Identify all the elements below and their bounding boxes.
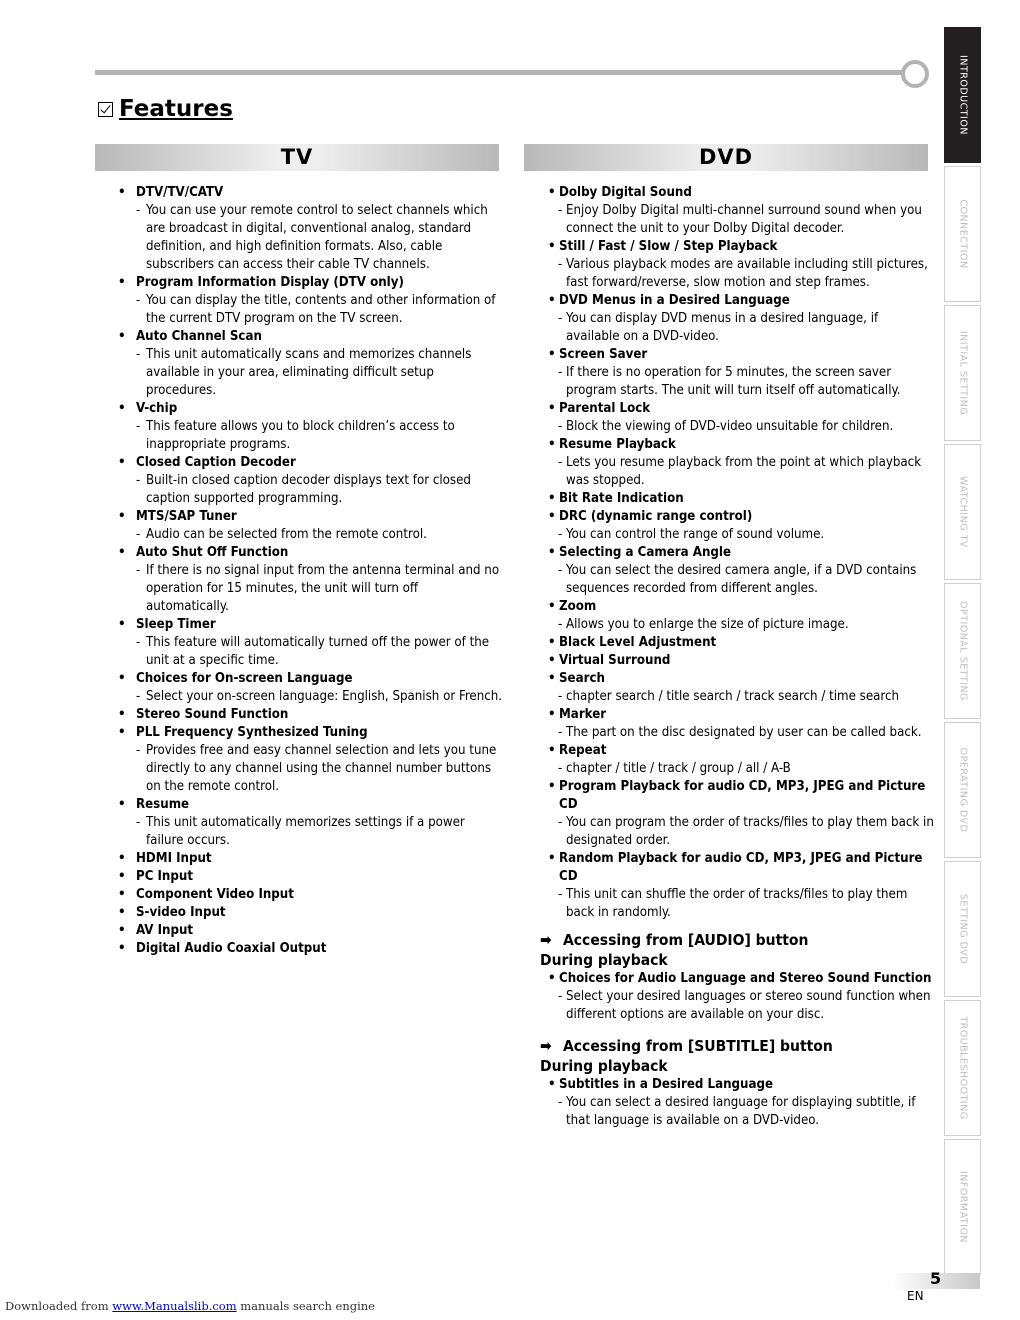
list-item [548,508,934,544]
bullet: • [118,401,126,416]
feature-description: If there is no operation for 5 minutes, the screen saver program starts. The unit will turn itself off automatically. [566,365,901,398]
feature-title: DTV/TV/CATV [136,185,224,200]
feature-description: Audio can be selected from the remote control. [146,527,427,542]
feature-title: Auto Shut Off Function [136,545,289,560]
feature-title: S-video Input [136,905,226,920]
dash: - [558,1095,563,1110]
dash: - [558,257,563,272]
list-item [548,292,934,346]
subtitle-access-title: Accessing from [SUBTITLE] button [563,1037,833,1055]
feature-description: The part on the disc designated by user can be called back. [566,725,922,740]
bullet: • [118,509,126,524]
list-item [548,400,934,436]
list-item [118,724,503,796]
dvd-features [548,184,934,922]
bullet: • [118,617,126,632]
feature-title: Marker [559,707,607,722]
bullet: • [548,491,556,506]
bullet: • [548,347,556,362]
bullet: • [118,851,126,866]
list-item [118,508,503,544]
bullet: • [118,455,126,470]
feature-title: Repeat [559,743,607,758]
list-item [548,670,934,706]
side-tab-optional-setting[interactable] [944,583,981,719]
side-tab-label: TROUBLESHOOTING [957,1016,968,1120]
dash: - [136,527,141,542]
dash: - [558,761,563,776]
feature-description: You can control the range of sound volume. [566,527,825,542]
bullet: • [548,743,556,758]
bullet: • [548,971,556,986]
list-item [548,346,934,400]
dash: - [558,617,563,632]
dash: - [136,689,141,704]
feature-title: Still / Fast / Slow / Step Playback [559,239,778,254]
feature-title: Selecting a Camera Angle [559,545,732,560]
header-rule [95,70,907,75]
feature-title: Random Playback for audio CD, MP3, JPEG and Picture CD [559,851,923,884]
audio-access-subtitle: During playback [540,951,668,969]
feature-description: You can display DVD menus in a desired language, if available on a DVD-video. [566,311,879,344]
feature-title: Sleep Timer [136,617,216,632]
feature-description: Enjoy Dolby Digital multi-channel surround sound when you connect the unit to your Dolby Digital decoder. [566,203,922,236]
list-item [118,886,503,904]
feature-title: Choices for Audio Language and Stereo Sound Function [559,971,932,986]
list-item [118,706,503,724]
bullet: • [118,707,126,722]
dash: - [558,725,563,740]
feature-description: This feature allows you to block children’s access to inappropriate programs. [146,419,455,452]
dash: - [558,419,563,434]
dash: - [558,989,563,1004]
feature-title: Screen Saver [559,347,648,362]
dash: - [136,473,141,488]
feature-title: Parental Lock [559,401,651,416]
dash: - [558,203,563,218]
dash: - [136,293,141,308]
feature-description: If there is no signal input from the antenna terminal and no operation for 15 minutes, the unit will turn off automatically. [146,563,500,614]
bullet: • [118,185,126,200]
feature-title: DVD Menus in a Desired Language [559,293,790,308]
side-tab-information[interactable] [944,1139,981,1275]
feature-description: This unit can shuffle the order of tracks/files to play them back in randomly. [566,887,908,920]
feature-title: Choices for On-screen Language [136,671,353,686]
language-code: EN [907,1289,924,1303]
list-item [548,778,934,850]
side-tab-operating-dvd[interactable] [944,722,981,858]
dash: - [558,887,563,902]
page-title-text: Features [119,96,233,122]
feature-title: MTS/SAP Tuner [136,509,237,524]
arrow-right-icon: ➡ [540,931,552,949]
feature-title: Search [559,671,605,686]
bullet: • [118,905,126,920]
dash: - [136,563,141,578]
list-item [118,904,503,922]
feature-title: PC Input [136,869,193,884]
list-item [548,598,934,634]
feature-title: Black Level Adjustment [559,635,717,650]
feature-description: This unit automatically memorizes settings if a power failure occurs. [146,815,465,848]
subtitle-access-heading [540,1036,934,1076]
dash: - [136,347,141,362]
bullet: • [118,887,126,902]
dash: - [558,311,563,326]
feature-description: Select your desired languages or stereo sound function when different options are available on your disc. [566,989,931,1022]
side-tab-introduction[interactable] [944,27,981,163]
feature-title: Stereo Sound Function [136,707,289,722]
feature-description: You can select the desired camera angle, if a DVD contains sequences recorded from different angles. [566,563,917,596]
feature-title: Auto Channel Scan [136,329,262,344]
arrow-right-icon: ➡ [540,1037,552,1055]
feature-title: Resume [136,797,190,812]
side-tab-label: INFORMATION [957,1170,968,1244]
tv-column-heading: TV [95,144,499,171]
bullet: • [118,941,126,956]
feature-title: Resume Playback [559,437,676,452]
list-item [118,796,503,850]
list-item [548,652,934,670]
feature-description: Provides free and easy channel selection and lets you tune directly to any channel using the channel number buttons on the remote control. [146,743,497,794]
list-item [118,544,503,616]
subtitle-access-subtitle: During playback [540,1057,668,1075]
list-item [548,1076,934,1130]
feature-description: Select your on-screen language: English, Spanish or French. [146,689,503,704]
bullet: • [548,653,556,668]
feature-description: You can select a desired language for displaying subtitle, if that language is available on a DVD-video. [566,1095,916,1128]
dash: - [558,365,563,380]
dash: - [558,815,563,830]
bullet: • [548,851,556,866]
dash: - [558,689,563,704]
side-tab-watching-tv[interactable] [944,444,981,580]
bullet: • [118,797,126,812]
feature-description: Lets you resume playback from the point at which playback was stopped. [566,455,922,488]
feature-description: You can use your remote control to select channels which are broadcast in digital, conventional analog, standard definition, and high definition formats. Also, cable subscribers can access their cable TV channels. [146,203,488,272]
dash: - [136,419,141,434]
feature-description: You can program the order of tracks/files to play them back in designated order. [566,815,934,848]
feature-title: Program Playback for audio CD, MP3, JPEG and Picture CD [559,779,926,812]
feature-title: Program Information Display (DTV only) [136,275,404,290]
feature-title: PLL Frequency Synthesized Tuning [136,725,368,740]
checkbox-icon [98,102,113,117]
feature-title: Virtual Surround [559,653,671,668]
side-tab-connection[interactable] [944,166,981,302]
list-item [118,454,503,508]
list-item [118,328,503,400]
list-item [548,706,934,742]
feature-description: Various playback modes are available including still pictures, fast forward/reverse, slow motion and step frames. [566,257,928,290]
bullet: • [548,779,556,794]
feature-title: AV Input [136,923,194,938]
feature-description: Allows you to enlarge the size of picture image. [566,617,849,632]
feature-title: Closed Caption Decoder [136,455,296,470]
bullet: • [118,923,126,938]
bullet: • [118,545,126,560]
side-tab-label: INITIAL SETTING [957,330,968,416]
feature-title: Dolby Digital Sound [559,185,692,200]
dash: - [136,203,141,218]
bullet: • [548,239,556,254]
dash: - [558,527,563,542]
list-item [118,616,503,670]
list-item [118,184,503,274]
feature-title: Bit Rate Indication [559,491,684,506]
header-rule-end-circle [901,60,929,88]
bullet: • [548,401,556,416]
bullet: • [118,725,126,740]
feature-title: HDMI Input [136,851,212,866]
side-tab-label: CONNECTION [957,199,968,269]
side-tab-setting-dvd[interactable] [944,861,981,997]
dash: - [136,815,141,830]
bullet: • [118,329,126,344]
side-tab-label: INTRODUCTION [957,55,968,135]
manualslib-link[interactable]: www.Manualslib.com [112,1299,237,1313]
list-item [118,850,503,868]
bullet: • [548,545,556,560]
list-item [548,742,934,778]
bullet: • [548,1077,556,1092]
list-item [118,940,503,958]
bullet: • [548,635,556,650]
list-item [548,634,934,652]
feature-title: V-chip [136,401,178,416]
bullet: • [548,707,556,722]
bullet: • [118,275,126,290]
tv-feature-list [118,184,503,958]
feature-title: Subtitles in a Desired Language [559,1077,774,1092]
bullet: • [548,509,556,524]
list-item [548,436,934,490]
list-item [118,868,503,886]
feature-description: Block the viewing of DVD-video unsuitable for children. [566,419,894,434]
list-item [548,238,934,292]
side-tab-label: OPERATING DVD [957,747,968,833]
list-item [118,274,503,328]
side-tab-label: WATCHING TV [957,476,968,548]
feature-description: Built-in closed caption decoder displays text for closed caption supported programming. [146,473,471,506]
audio-access-title: Accessing from [AUDIO] button [563,931,809,949]
feature-description: You can display the title, contents and other information of the current DTV program on the TV screen. [146,293,496,326]
bullet: • [548,293,556,308]
feature-description: chapter / title / track / group / all / A-B [566,761,791,776]
feature-title: Component Video Input [136,887,294,902]
side-tab-troubleshooting[interactable] [944,1000,981,1136]
side-tab-label: OPTIONAL SETTING [957,601,968,701]
page-title [98,96,233,122]
bullet: • [548,671,556,686]
feature-title: Digital Audio Coaxial Output [136,941,327,956]
bullet: • [118,671,126,686]
list-item [548,850,934,922]
side-tab-initial-setting[interactable] [944,305,981,441]
feature-description: This feature will automatically turned off the power of the unit at a specific time. [146,635,490,668]
feature-title: Zoom [559,599,597,614]
list-item [548,184,934,238]
page-number: 5 [930,1269,942,1288]
footer-prefix: Downloaded from [5,1299,113,1313]
bullet: • [118,869,126,884]
bullet: • [548,185,556,200]
dvd-feature-list [540,184,934,1130]
dvd-column-heading: DVD [524,144,928,171]
list-item [548,544,934,598]
side-tab-label: SETTING DVD [957,893,968,965]
download-footer [5,1299,375,1313]
feature-description: This unit automatically scans and memorizes channels available in your area, eliminating difficult setup procedures. [146,347,472,398]
footer-suffix: manuals search engine [236,1299,375,1313]
list-item [118,922,503,940]
audio-access-heading [540,930,934,970]
bullet: • [548,599,556,614]
feature-title: DRC (dynamic range control) [559,509,753,524]
list-item [118,670,503,706]
dash: - [558,563,563,578]
list-item [548,970,934,1024]
list-item [548,490,934,508]
bullet: • [548,437,556,452]
dash: - [558,455,563,470]
feature-description: chapter search / title search / track search / time search [566,689,900,704]
dash: - [136,743,141,758]
list-item [118,400,503,454]
dash: - [136,635,141,650]
